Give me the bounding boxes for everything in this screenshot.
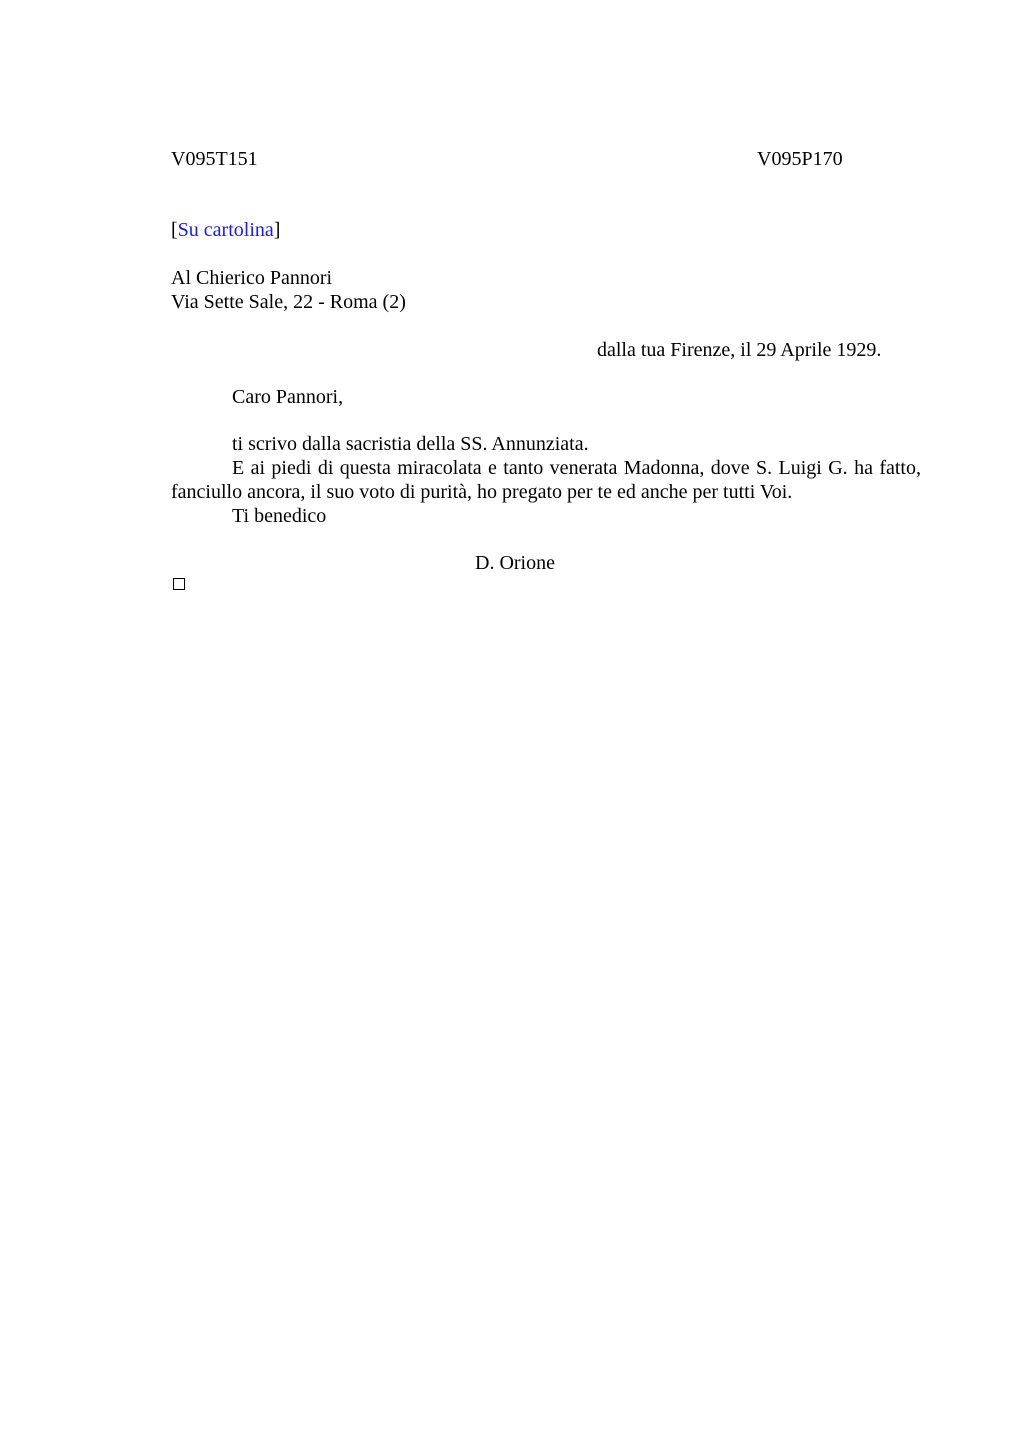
address-line: Via Sette Sale, 22 - Roma (2) (171, 291, 406, 313)
addressee-line: Al Chierico Pannori (171, 267, 333, 289)
document-code-left: V095T151 (171, 148, 258, 170)
letter-paragraph-1: ti scrivo dalla sacristia della SS. Annunziata. (232, 433, 589, 455)
letter-paragraph-2-line-1: E ai piedi di questa miracolata e tanto venerata Madonna, dove S. Luigi G. ha fatto, (232, 457, 921, 479)
square-outline-icon (173, 578, 185, 590)
editorial-note (171, 218, 280, 242)
document-code-right: V095P170 (757, 148, 843, 170)
dateline: dalla tua Firenze, il 29 Aprile 1929. (597, 339, 882, 361)
note-text: Su cartolina (177, 219, 274, 241)
letter-paragraph-2-line-2: fanciullo ancora, il suo voto di purità, ho pregato per te ed anche per tutti Voi. (171, 481, 793, 503)
closing: Ti benedico (232, 505, 327, 527)
signature: D. Orione (475, 552, 555, 574)
salutation: Caro Pannori, (232, 386, 344, 408)
note-open-bracket: [ (171, 219, 178, 241)
note-close-bracket: ] (273, 219, 281, 241)
